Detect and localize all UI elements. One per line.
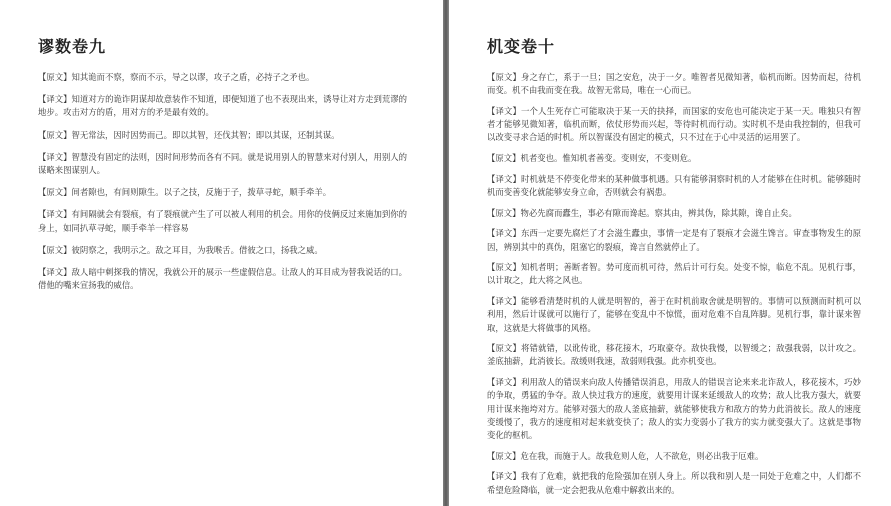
paragraph-tag: 【译文】 [38,94,72,105]
paragraph [38,186,407,199]
paragraph [487,71,861,97]
left-paragraph-list [38,71,407,292]
paragraph-tag: 【译文】 [487,377,522,388]
paragraph-text: 能够看清楚时机的人就是明智的，善于在时机前取舍就是明智的。事情可以预测而时机可以利用，然后计谋就可以施行了，能够在变乱中不惊慌，面对危难不自乱阵脚。见机行事，靠计谋来智取，这就是大将做事的风格。 [487,296,862,333]
paragraph [487,152,861,165]
paragraph [38,93,407,119]
paragraph [487,450,861,463]
paragraph [487,207,861,220]
paragraph-text: 我有了危难，就把我的危险强加在别人身上。所以我和别人是一同处于危难之中，人们都不希望危险降临，就一定会把我从危难中解救出来的。 [487,471,862,495]
paragraph-tag: 【原文】 [38,244,72,255]
paragraph-tag: 【译文】 [38,151,72,162]
paragraph-text: 智无常法，因时因势而己。即以其智，还伐其智；即以其谋，还制其谋。 [71,129,340,140]
paragraph [487,173,861,199]
paragraph [38,151,407,177]
paragraph-text: 智慧没有固定的法则，因时间形势而各有不同。就是说用别人的智慧来对付别人，用别人的谋略来图谋别人。 [38,151,407,176]
paragraph-text: 知其诡而不察，察而不示，导之以谬，攻子之盾，必持子之矛也。 [71,72,315,82]
paragraph [487,227,861,253]
paragraph-text: 物必先腐而蠹生，事必有隙而谗起。察其由，辨其伪，除其隙，谗自止矣。 [520,207,797,218]
right-page-title: 机变卷十 [487,37,556,56]
left-page [0,0,443,506]
paragraph-tag: 【原文】 [487,72,522,82]
paragraph [487,105,861,145]
paragraph [487,470,861,496]
paragraph-text: 时机就是不停变化带来的某种做事机遇。只有能够洞察时机的人才能够在住时机。能够随时机而变善变化就能够安身立命，否则就会有祸患。 [487,173,862,197]
paragraph-text: 利用敌人的错误来向敌人传播错误消息，用敌人的错误言论来来北诈敌人，移花接木，巧妙的争取，勇猛的争夺。敌人快过我方的速度，就要用计谋来延缓敌人的攻势；敌人比我方强大，就要用计谋来拖垮对方。能够对强大的敌人釜底抽薪，就能够使我方和敌方的势力此消彼长。敌人的速度变缓慢了，我方的速度相对起来就变快了；敌人的实力变弱小了我方的实力就变强大了。这就是事物变化的枢机。 [487,377,862,440]
paragraph-text: 知机者明；善断者智。势可度而机可待，然后计可行矣。处变不惊，临危不乱。见机行事，以计取之，此大将之风也。 [487,262,862,286]
paragraph-text: 身之存亡，系于一旦；国之安危，决于一夕。唯智者见微知著，临机而断。因势而起，待机而变。机不由我而变在我。故智无常局，唯在一心而已。 [487,72,862,96]
paragraph-tag: 【译文】 [487,471,522,482]
paragraph-tag: 【原文】 [487,207,521,218]
paragraph [38,266,407,292]
paragraph-text: 敌人暗中刺探我的情况，我就公开的展示一些虚假信息。让敌人的耳目成为替我说话的口。借他的嘴来宣扬我的威信。 [38,267,407,291]
left-page-title: 谬数卷九 [38,37,107,56]
paragraph-text: 间者隙也，有间则隙生。以子之技，反施于子，拨草寻蛇，顺手牵羊。 [71,187,332,198]
paragraph-tag: 【原文】 [487,450,521,461]
paragraph [38,129,407,142]
paragraph [487,295,861,335]
paragraph-tag: 【译文】 [487,296,522,307]
right-paragraph-list [487,71,861,497]
paragraph-tag: 【译文】 [487,228,522,239]
paragraph-tag: 【原文】 [487,153,521,164]
paragraph [487,261,861,287]
paragraph [38,208,407,234]
paragraph [487,342,861,368]
paragraph-tag: 【原文】 [487,343,522,354]
paragraph-text: 危在我，而施于人。故我危则人危，人不欲危，则必出我于厄难。 [520,450,764,461]
paragraph-text: 有间隔就会有裂痕，有了裂痕就产生了可以被人利用的机会。用你的伎俩反过来施加到你的身上，如同扒草寻蛇，顺手牵羊一样容易 [38,209,407,233]
paragraph-tag: 【译文】 [487,105,522,116]
paragraph-text: 知道对方的诡诈阴谋却故意装作不知道，即便知道了也不表现出来，诱导让对方走到荒谬的地步。攻击对方的盾，用对方的矛是最有效的。 [38,94,407,118]
paragraph-tag: 【原文】 [38,187,72,198]
paragraph-tag: 【译文】 [38,267,72,278]
paragraph [487,376,861,442]
paragraph-tag: 【原文】 [38,129,72,140]
right-page [449,0,891,506]
paragraph-tag: 【译文】 [487,173,522,184]
paragraph [38,244,407,257]
paragraph-text: 东西一定要先腐烂了才会滋生蠹虫，事情一定是有了裂痕才会滋生馋言。审查事物发生的原因，辨别其中的真伪，阻塞它的裂痕，谗言自然就停止了。 [487,228,862,252]
paragraph-tag: 【原文】 [38,72,72,82]
paragraph-text: 一个人生死存亡可能取决于某一天的抉择，而国家的安危也可能决定于某一天。唯独只有智者才能够见微知著，临机而断，依仗形势而兴起，等待时机而行动。实时机不是由我控制的，但我可以改变寻求合适的时机。所以智谋没有固定的模式，只不过在于心中灵活的运用罢了。 [487,105,862,143]
paragraph-text: 机者变也。惟知机者善变。变则安，不变则危。 [520,153,697,164]
paragraph [38,71,407,84]
paragraph-tag: 【译文】 [38,209,72,220]
paragraph-text: 将错就错，以讹传讹，移花接木，巧取豪夺。敌快我慢，以智缓之；敌强我弱，以计攻之。釜底抽薪，此消彼长。敌缓则我速，敌弱则我强。此亦机变也。 [487,343,862,367]
paragraph-text: 彼阴察之，我明示之。敌之耳目，为我喉舌。借彼之口，扬我之威。 [71,244,323,255]
paragraph-tag: 【原文】 [487,262,522,273]
